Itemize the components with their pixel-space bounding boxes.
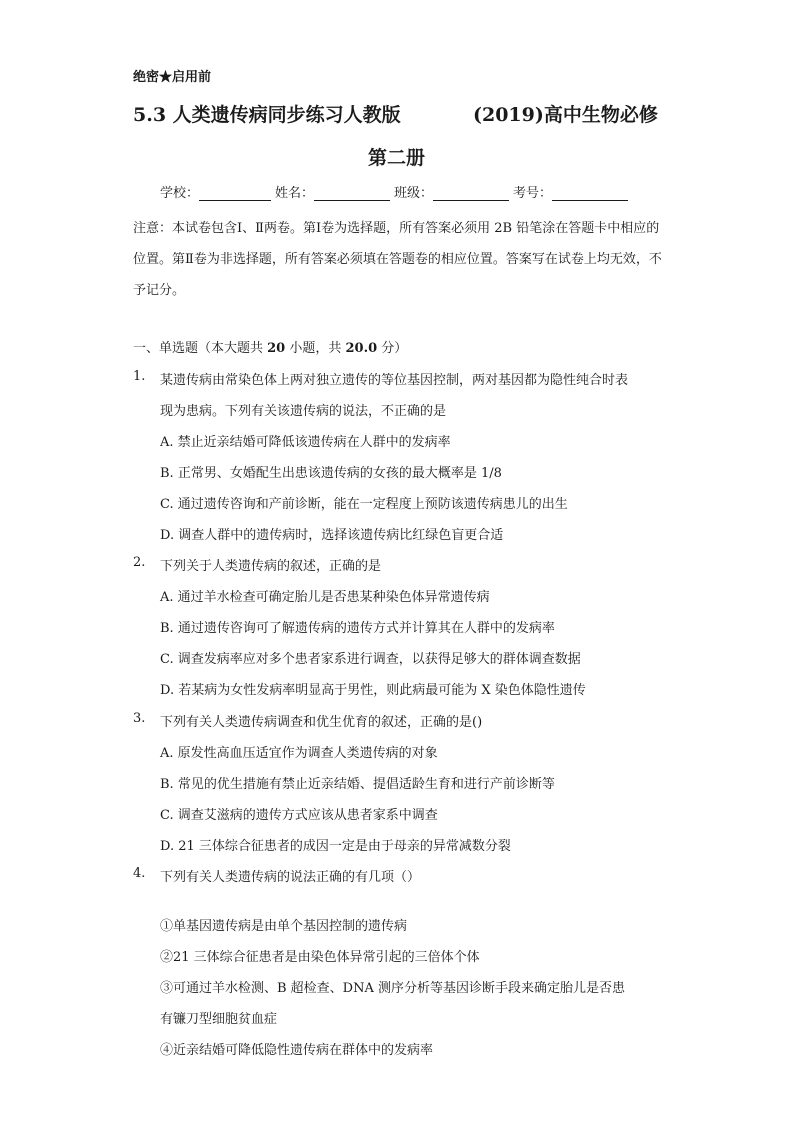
- option-c[interactable]: C. 调查发病率应对多个患者家系进行调查，以获得足够大的群体调查数据: [160, 652, 581, 667]
- student-info: [160, 182, 632, 201]
- statement-item: ③可通过羊水检测、B 超检查、DNA 测序分析等基因诊断手段来确定胎儿是否患: [160, 981, 626, 996]
- school-label: 学校：: [160, 186, 200, 201]
- question-stem: 下列有关人类遗传病调查和优生优育的叙述，正确的是(): [160, 715, 483, 730]
- option-c[interactable]: C. 通过遗传咨询和产前诊断，能在一定程度上预防该遗传病患儿的出生: [160, 497, 568, 512]
- question-number: 2.: [133, 555, 146, 570]
- exam-no-blank[interactable]: [552, 186, 628, 201]
- question-stem: 下列有关人类遗传病的说法正确的有几项（）: [160, 870, 421, 885]
- name-label: 姓名：: [275, 186, 315, 201]
- page-subtitle: 第二册: [367, 147, 425, 169]
- option-d[interactable]: D. 若某病为女性发病率明显高于男性，则此病最可能为 X 染色体隐性遗传: [160, 683, 586, 698]
- option-a[interactable]: A. 通过羊水检查可确定胎儿是否患某种染色体异常遗传病: [160, 590, 490, 605]
- option-b[interactable]: B. 常见的优生措施有禁止近亲结婚、提倡适龄生育和进行产前诊断等: [160, 777, 555, 792]
- option-d[interactable]: D. 21 三体综合征患者的成因一定是由于母亲的异常减数分裂: [160, 839, 511, 854]
- option-c[interactable]: C. 调查艾滋病的遗传方式应该从患者家系中调查: [160, 808, 438, 823]
- question-stem: 下列关于人类遗传病的叙述，正确的是: [160, 559, 382, 574]
- question-number: 1.: [133, 369, 146, 384]
- question-stem: 某遗传病由常染色体上两对独立遗传的等位基因控制，两对基因都为隐性纯合时表: [160, 373, 629, 388]
- title-left: 5.3 人类遗传病同步练习人教版: [133, 104, 401, 126]
- class-label: 班级：: [394, 186, 434, 201]
- statement-item: ②21 三体综合征患者是由染色体异常引起的三倍体个体: [160, 950, 480, 965]
- name-blank[interactable]: [314, 186, 390, 201]
- section-mid: 小题，共: [285, 341, 346, 356]
- option-a[interactable]: A. 原发性高血压适宜作为调查人类遗传病的对象: [160, 746, 438, 761]
- title-right: (2019)高中生物必修: [473, 104, 658, 126]
- question-stem: 现为患病。下列有关该遗传病的说法，不正确的是: [160, 404, 447, 419]
- school-blank[interactable]: [199, 186, 271, 201]
- question-number: 3.: [133, 711, 146, 726]
- notice-text: 注意：本试卷包含Ⅰ、Ⅱ两卷。第Ⅰ卷为选择题，所有答案必须用 2B 铅笔涂在答题卡中相应的位置。第Ⅱ卷为非选择题，所有答案必须填在答题卷的相应位置。答案写在试卷上均无效，不予记分。: [133, 221, 662, 298]
- question-number: 4.: [133, 866, 146, 881]
- option-d[interactable]: D. 调查人群中的遗传病时，选择该遗传病比红绿色盲更合适: [160, 528, 504, 543]
- option-a[interactable]: A. 禁止近亲结婚可降低该遗传病在人群中的发病率: [160, 435, 451, 450]
- exam-no-label: 考号：: [513, 186, 553, 201]
- section-score: 20.0: [345, 341, 378, 356]
- statement-item: ①单基因遗传病是由单个基因控制的遗传病: [160, 919, 408, 934]
- section-heading: [133, 337, 407, 356]
- option-b[interactable]: B. 正常男、女婚配生出患该遗传病的女孩的最大概率是 1/8: [160, 466, 502, 481]
- section-suffix: 分）: [377, 341, 408, 356]
- section-prefix: 一、单选题（本大题共: [133, 341, 268, 356]
- section-count: 20: [267, 341, 286, 356]
- statement-item: 有镰刀型细胞贫血症: [160, 1012, 278, 1027]
- class-blank[interactable]: [433, 186, 509, 201]
- secret-label: 绝密★启用前: [133, 70, 212, 85]
- statement-item: ④近亲结婚可降低隐性遗传病在群体中的发病率: [160, 1043, 434, 1058]
- option-b[interactable]: B. 通过遗传咨询可了解遗传病的遗传方式并计算其在人群中的发病率: [160, 621, 555, 636]
